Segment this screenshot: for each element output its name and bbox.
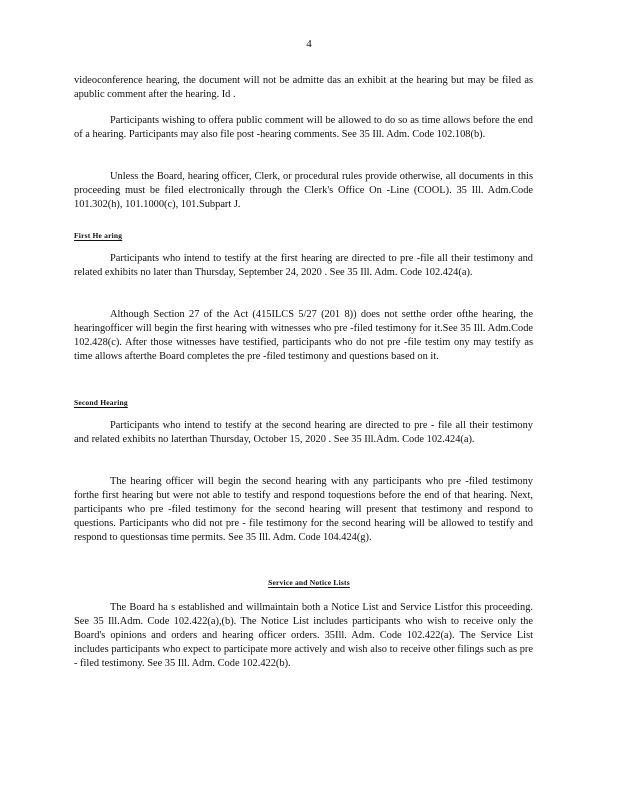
paragraph-electronic-filing [74,170,533,212]
paragraph-text: Although Section 27 of the Act (415ILCS 5/27 (201 8)) does not setthe order ofthe hearing, the hearingofficer will begin the first hearing with witnesses who pre -filed testimony for it.See 35 Ill. Adm.Code 102.428(c). After those witnesses have testified, participants who do not pre -file testim ony may testify as time allows afterthe Board completes the pre -filed testimony and questions based on it. [74,309,533,362]
paragraph-text: videoconference hearing, the document will not be admitte das an exhibit at the hearing but may be filed as apublic comment after the hearing. Id . [74,75,533,100]
paragraph-text: Participants wishing to offera public comment will be allowed to do so as time allows before the end of a hearing. Participants may also file post -hearing comments. See 35 Ill. Adm. Code 102.108(b). [74,115,533,140]
paragraph-first-hearing-order [74,308,533,364]
paragraph-text: The hearing officer will begin the second hearing with any participants who pre -filed testimony forthe first hearing but were not able to testify and respond toquestions before the end of that hearing. Next, participants who pre -filed testimony for the second hearing will present that testimony and respond to questions. Participants who did not pre - file testimony for the second hearing will be allowed to testify and respond to questionsas time permits. See 35 Ill. Adm. Code 104.424(g). [74,476,533,543]
paragraph-text: Participants who intend to testify at the first hearing are directed to pre -file all their testimony and related exhibits no later than Thursday, September 24, 2020 . See 35 Ill. Adm. Code 102.424(a). [74,253,533,278]
page-number: 4 [306,38,312,50]
paragraph-first-hearing-prefile [74,252,533,280]
heading-second-hearing: Second Hearing [74,398,128,407]
paragraph-public-comment [74,114,533,142]
paragraph-text: Unless the Board, hearing officer, Clerk, or procedural rules provide otherwise, all documents in this proceeding must be filed electronically through the Clerk's Office On -Line (COOL). 35 Ill. Adm.Code 101.302(h), 101.1000(c), 101.Subpart J. [74,171,533,210]
paragraph-second-hearing-prefile [74,419,533,447]
paragraph-text: Participants who intend to testify at the second hearing are directed to pre - file all their testimony and related exhibits no laterthan Thursday, October 15, 2020 . See 35 Ill.Adm. Code 102.424(a). [74,420,533,445]
paragraph-second-hearing-order [74,475,533,545]
paragraph-videoconference [74,74,533,102]
heading-first-hearing: First He aring [74,231,123,240]
paragraph-text: The Board ha s established and willmaintain both a Notice List and Service Listfor this proceeding. See 35 Ill.Adm. Code 102.422(a),(b). The Notice List includes participants who wish to receive only the Board's opinions and orders and hearing officer orders. 35Ill. Adm. Code 102.422(a). The Service List includes participants who expect to participate more actively and wish also to receive other filings such as pre - filed testimony. See 35 Ill. Adm. Code 102.422(b). [74,602,533,669]
paragraph-service-notice [74,601,533,671]
heading-service-notice-lists: Service and Notice Lists [268,578,350,587]
